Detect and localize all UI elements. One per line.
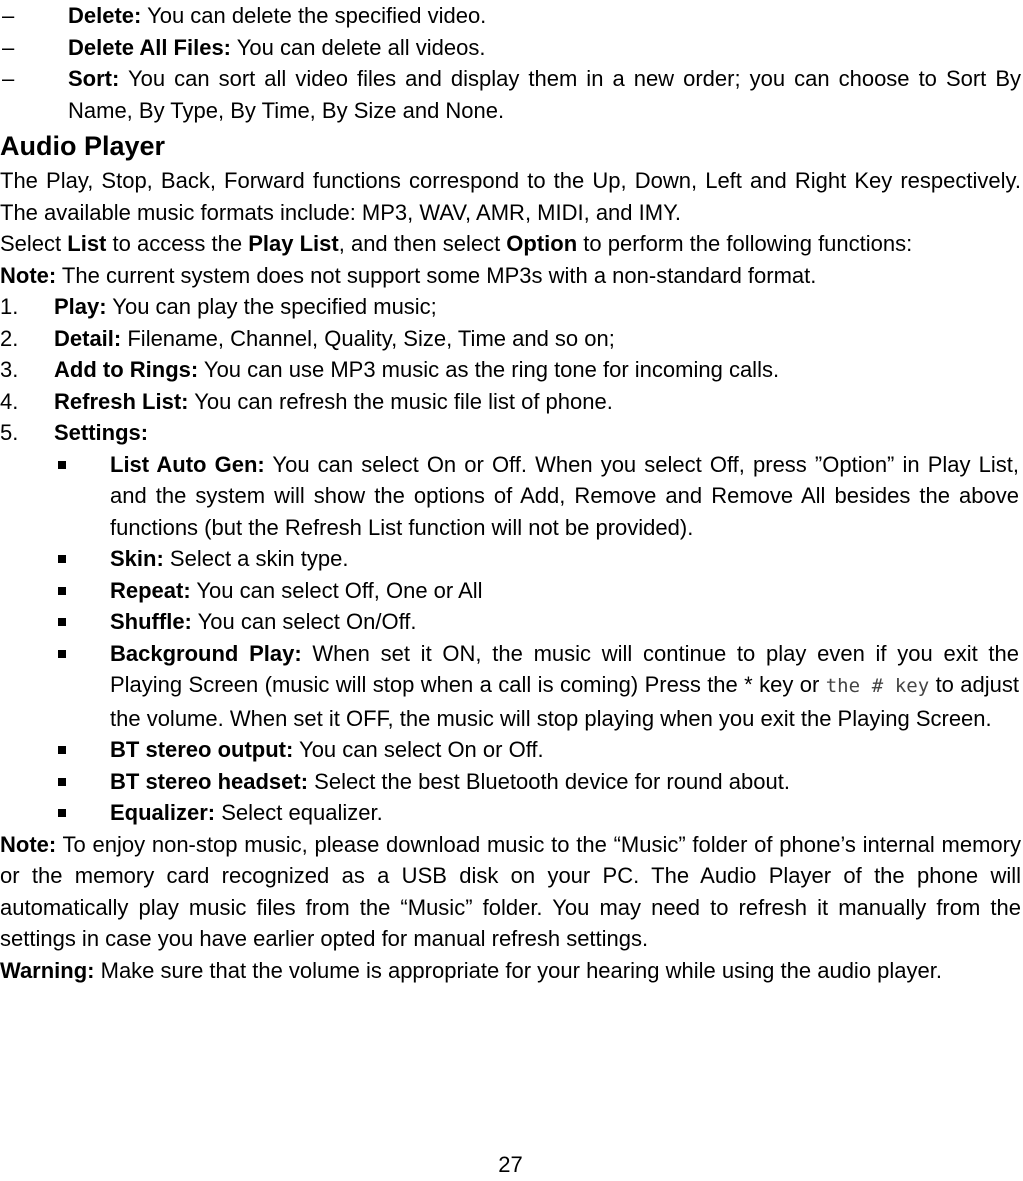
setting-text: Select a skin type. bbox=[163, 546, 349, 571]
numbered-item-detail bbox=[0, 323, 1021, 355]
numbered-item-settings bbox=[0, 417, 1021, 449]
note-music-folder bbox=[0, 829, 1021, 955]
item-number: 1. bbox=[0, 294, 19, 319]
term-play-list: Play List bbox=[248, 231, 339, 256]
item-term: Detail: bbox=[54, 325, 122, 351]
note-text: The current system does not support some MP3s with a non-standard format. bbox=[56, 262, 817, 288]
item-number: 3. bbox=[0, 357, 19, 382]
term-list: List bbox=[67, 231, 107, 256]
warning-text: Make sure that the volume is appropriate for your hearing while using the audio player. bbox=[94, 957, 942, 983]
setting-bt-output bbox=[0, 734, 1021, 766]
text-run: , and then select bbox=[338, 231, 507, 256]
setting-background-play bbox=[0, 638, 1021, 735]
square-bullet-icon bbox=[58, 555, 66, 563]
setting-term: BT stereo output: bbox=[110, 737, 294, 762]
option-text: You can delete all videos. bbox=[231, 34, 486, 60]
item-term: Add to Rings: bbox=[54, 357, 199, 382]
option-term: Delete All Files: bbox=[68, 34, 232, 60]
option-text: You can delete the specified video. bbox=[141, 3, 487, 28]
video-option-delete-all bbox=[0, 32, 1021, 64]
item-text: You can use MP3 music as the ring tone for incoming calls. bbox=[198, 357, 780, 382]
dash-marker: – bbox=[2, 3, 15, 28]
text-run: Select bbox=[0, 231, 68, 256]
note-label: Note: bbox=[0, 262, 57, 288]
dash-marker: – bbox=[2, 66, 15, 91]
item-term: Play: bbox=[54, 294, 107, 319]
dash-marker: – bbox=[2, 34, 15, 60]
setting-bt-headset bbox=[0, 766, 1021, 798]
setting-list-auto-gen bbox=[0, 449, 1021, 544]
item-text: Filename, Channel, Quality, Size, Time and so on; bbox=[121, 325, 615, 351]
setting-term: BT stereo headset: bbox=[110, 768, 309, 794]
item-term: Settings: bbox=[54, 420, 149, 445]
text-run: to access the bbox=[106, 231, 249, 256]
note-mp3 bbox=[0, 260, 1021, 292]
video-option-delete bbox=[0, 0, 1021, 32]
setting-skin bbox=[0, 543, 1021, 575]
note-text: To enjoy non-stop music, please download music to the “Music” folder of phone’s internal memory or the memory card recognized as a USB disk on your PC. The Audio Player of the phone will automatically play music files from the “Music” folder. You may need to refresh it manually from the settings in case you have earlier opted for manual refresh settings. bbox=[0, 831, 1021, 951]
video-option-sort bbox=[0, 63, 1021, 126]
setting-term: Shuffle: bbox=[110, 609, 192, 634]
intro-paragraph: The Play, Stop, Back, Forward functions correspond to the Up, Down, Left and Right Key respectively. The available music formats include: MP3, WAV, AMR, MIDI, and IMY. bbox=[0, 168, 1021, 225]
term-option: Option bbox=[506, 231, 578, 256]
setting-term: Background Play: bbox=[110, 640, 302, 666]
item-text: You can refresh the music file list of phone. bbox=[188, 388, 613, 414]
square-bullet-icon bbox=[58, 650, 66, 658]
square-bullet-icon bbox=[58, 746, 66, 754]
item-number: 2. bbox=[0, 325, 19, 351]
setting-text: to adjust the volume. When set it OFF, the music will stop playing when you exit the Playing Screen. bbox=[110, 672, 1020, 731]
setting-term: List Auto Gen: bbox=[110, 451, 265, 477]
square-bullet-icon bbox=[58, 618, 66, 626]
page-number: 27 bbox=[498, 1152, 523, 1177]
option-text: You can sort all video files and display them in a new order; you can choose to Sort By Name, By Type, By Time, By Size and None. bbox=[68, 66, 1021, 123]
square-bullet-icon bbox=[58, 809, 66, 817]
setting-text: You can select On/Off. bbox=[191, 609, 417, 634]
item-number: 4. bbox=[0, 388, 19, 414]
setting-text: When set it ON, the music will continue to play even if you exit the Playing Screen (music will stop when a call is coming) Press the * key or bbox=[110, 640, 1020, 697]
item-term: Refresh List: bbox=[54, 388, 189, 414]
setting-text: You can select On or Off. When you select Off, press ”Option” in Play List, and the system will show the options of Add, Remove and Remove All besides the above functions (but the Refresh List function will not be provided). bbox=[110, 451, 1019, 540]
setting-mono-text: the # key bbox=[825, 675, 930, 697]
item-text: You can play the specified music; bbox=[106, 294, 437, 319]
note-label: Note: bbox=[0, 831, 57, 857]
warning-label: Warning: bbox=[0, 957, 95, 983]
setting-shuffle bbox=[0, 606, 1021, 638]
setting-term: Repeat: bbox=[110, 577, 191, 603]
option-term: Delete: bbox=[68, 3, 142, 28]
setting-text: You can select On or Off. bbox=[293, 737, 544, 762]
setting-text: Select the best Bluetooth device for round about. bbox=[308, 768, 790, 794]
numbered-item-play bbox=[0, 291, 1021, 323]
text-run: to perform the following functions: bbox=[577, 231, 913, 256]
setting-term: Equalizer: bbox=[110, 800, 216, 825]
setting-text: Select equalizer. bbox=[215, 800, 383, 825]
warning-paragraph bbox=[0, 955, 1021, 987]
setting-text: You can select Off, One or All bbox=[190, 577, 483, 603]
item-number: 5. bbox=[0, 420, 19, 445]
setting-equalizer bbox=[0, 797, 1021, 829]
square-bullet-icon bbox=[58, 778, 66, 786]
option-term: Sort: bbox=[68, 66, 120, 91]
square-bullet-icon bbox=[58, 587, 66, 595]
setting-term: Skin: bbox=[110, 546, 164, 571]
square-bullet-icon bbox=[58, 461, 66, 469]
intro-select-paragraph bbox=[0, 228, 1021, 260]
setting-repeat bbox=[0, 575, 1021, 607]
section-title: Audio Player bbox=[0, 131, 166, 161]
numbered-item-refresh-list bbox=[0, 386, 1021, 418]
numbered-item-add-to-rings bbox=[0, 354, 1021, 386]
